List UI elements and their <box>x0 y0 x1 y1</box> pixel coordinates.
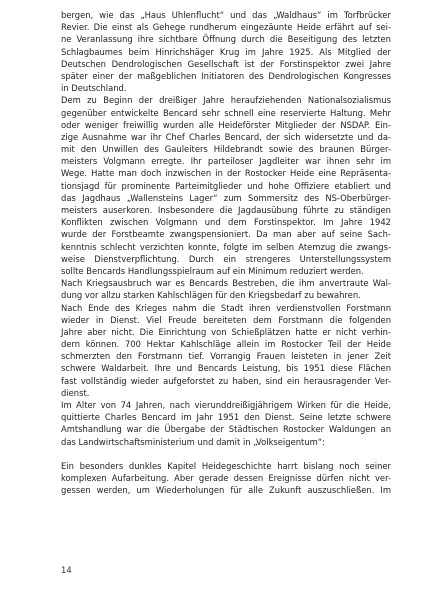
text-line: komplexen Aufarbeitung. Aber gerade dessen Ereignisse dürfen nicht ver- <box>61 472 391 483</box>
paragraph-gap <box>61 448 391 460</box>
text-line: Jahre aber nicht. Die Einrichtung von Schießplätzen hatte er nicht verhin- <box>61 326 391 337</box>
text-line: quittierte Charles Bencard im Jahr 1951 den Dienst. Seine letzte schwere <box>61 412 391 423</box>
text-line: oder weniger freiwillig wurden alle Heideförster Mitglieder der NSDAP. Ein- <box>61 119 391 130</box>
paragraph <box>61 302 391 400</box>
text-line: schwere Waldarbeit. Ihre und Bencards Leistung, bis 1951 diese Flächen <box>61 363 391 374</box>
paragraph <box>61 399 391 448</box>
text-line: tionsjagd für prominente Parteimitglieder und hohe Offiziere etabliert und <box>61 180 391 191</box>
text-line: bergen, wie das „Haus Uhlenflucht“ und das „Waldhaus“ im Torfbrücker <box>61 10 391 20</box>
text-line: Nach Ende des Krieges nahm die Stadt ihren verdienstvollen Forstmann <box>61 302 391 313</box>
text-line: gessen werden, um Wiederholungen für alle Zukunft auszuschließen. Im <box>61 485 391 496</box>
text-line: Dem zu Beginn der dreißiger Jahre heraufziehenden Nationalsozialismus <box>61 95 391 106</box>
text-line: gegenüber entwickelte Bencard sehr schnell eine reservierte Haltung. Mehr <box>61 107 391 118</box>
text-line: sollte Bencards Handlungsspielraum auf ein Minimum reduziert werden. <box>61 265 364 276</box>
text-line: wieder in Dienst. Viel Freude bereiteten dem Forstmann die folgenden <box>61 314 391 325</box>
text-line: Ein besonders dunkles Kapitel Heidegeschichte harrt bislang noch seiner <box>61 460 391 471</box>
text-line: Amtshandlung war die Übergabe der Städtischen Rostocker Waldungen an <box>61 424 391 435</box>
text-line: dung vor allzu starken Kahlschlägen für den Kriegsbedarf zu bewahren. <box>61 290 361 301</box>
page-number: 14 <box>61 565 72 575</box>
text-line: dern können. 700 Hektar Kahlschläge allein im Rostocker Teil der Heide <box>61 339 391 350</box>
text-line: das Jagdhaus „Wallensteins Lager“ zum Sommersitz des NS-Oberbürger- <box>61 192 391 203</box>
text-line: Deutschen Dendrologischen Gesellschaft ist der Forstinspektor zwei Jahre <box>61 58 391 69</box>
text-line: Schlagbaumes beim Hinrichshäger Krug im Jahre 1925. Als Mitglied der <box>61 46 391 57</box>
text-line: meisters auserkoren. Insbesondere die Jagdausübung führte zu ständigen <box>61 205 391 215</box>
text-line: schmerzten den Forstmann tief. Vorrangig Frauen leisteten in jener Zeit <box>61 351 391 362</box>
text-line: mit den Unwillen des Gauleiters Hildebrandt sowie des braunen Bürger- <box>61 144 391 155</box>
paragraph <box>61 9 391 94</box>
paragraph <box>61 94 391 277</box>
text-line: in Deutschland. <box>61 83 127 94</box>
text-line: ne Veranlassung ihre sichtbare Öffnung durch die Beseitigung des letzten <box>61 34 391 45</box>
text-line: Konflikten zwischen Volgmann und dem Forstinspektor. Im Jahre 1942 <box>61 217 391 228</box>
text-line: später einer der maßgeblichen Initiatoren des Dendrologischen Kongresses <box>61 70 391 81</box>
paragraph <box>61 460 391 497</box>
text-line: dienst. <box>61 387 90 398</box>
text-line: wurde der Forstbeamte zwangspensioniert. Da man aber auf seine Sach- <box>61 229 391 240</box>
text-line: Im Alter von 74 Jahren, nach vierunddreißigjährigem Wirken für die Heide, <box>61 400 391 410</box>
text-line: zige Ausnahme war ihr Chef Charles Bencard, der sich widersetzte und da- <box>61 131 391 142</box>
text-line: Wege. Hatte man doch inzwischen in der Rostocker Heide eine Repräsenta- <box>61 168 391 179</box>
text-line: das Landwirtschaftsministerium und damit in „Volkseigentum“: <box>61 436 325 447</box>
text-line: Nach Kriegsausbruch war es Bencards Bestreben, die ihm anvertraute Wal- <box>61 278 391 289</box>
body-text <box>61 9 391 496</box>
paragraph <box>61 277 391 301</box>
text-line: fast vollständig wieder aufgeforstet zu haben, sind ein herausragender Ver- <box>61 375 391 386</box>
text-line: weise Dienstverpflichtung. Durch ein strengeres Unterstellungssystem <box>61 253 391 264</box>
text-line: Revier. Die einst als Gehege rundherum eingezäunte Heide erfährt auf sei- <box>61 22 391 33</box>
text-line: kenntnis schlecht verzichten konnte, folgte im selben Atemzug die zwangs- <box>61 241 391 252</box>
text-line: meisters Volgmann erregte. Ihr parteiloser Jagdleiter war ihnen sehr im <box>61 156 391 167</box>
